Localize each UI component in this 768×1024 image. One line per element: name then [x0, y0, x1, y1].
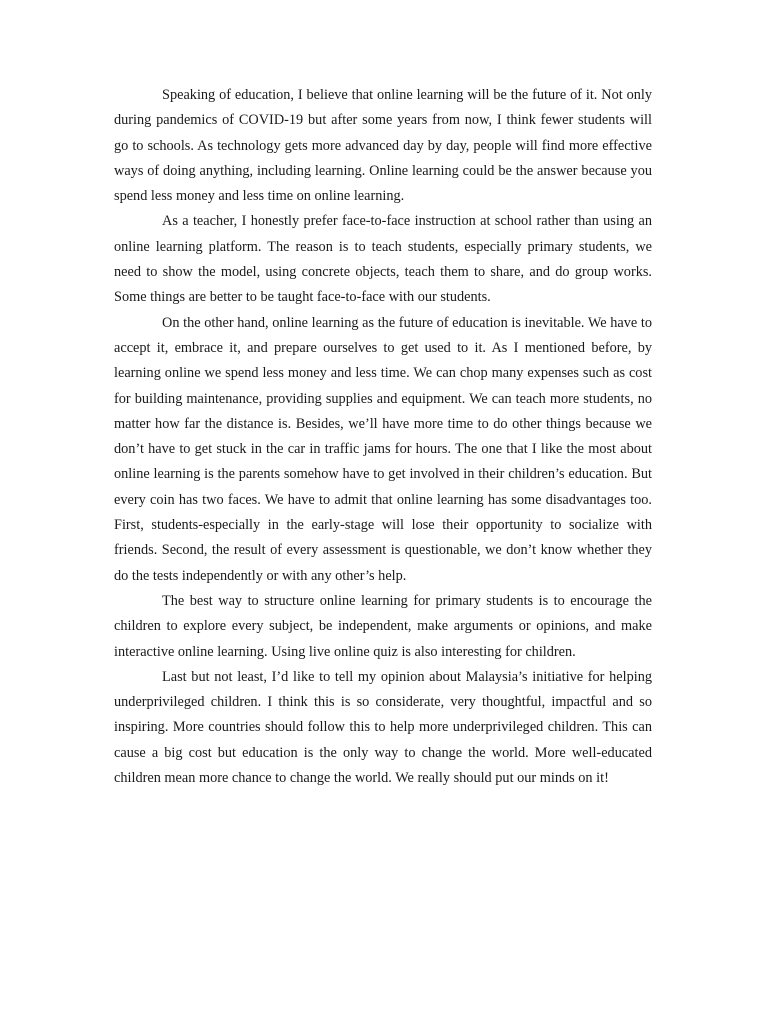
paragraph-teacher-view: As a teacher, I honestly prefer face-to-face instruction at school rather than using an online learning platform. The reason is to teach students, especially primary students, we need to show the model, using concrete objects, teach them to share, and do group works. Some things are better to be taught face-to-face with our students. [114, 213, 652, 306]
paragraph-other-hand: On the other hand, online learning as the future of education is inevitable. We have to accept it, embrace it, and prepare ourselves to get used to it. As I mentioned before, by learning online we spend less money and less time. We can chop many expenses such as cost for building maintenance, providing supplies and equipment. We can teach more students, no matter how far the distance is. Besides, we’ll have more time to do other things because we don’t have to get stuck in the car in traffic jams for hours. The one that I like the most about online learning is the parents somehow have to get involved in their children’s education. But every coin has two faces. We have to admit that online learning has some disadvantages too. First, students-especially in the early-stage will lose their opportunity to socialize with friends. Second, the result of every assessment is questionable, we don’t know whether they do the tests independently or with any other’s help. [114, 314, 652, 584]
paragraph-best-way: The best way to structure online learning for primary students is to encourage the children to explore every subject, be independent, make arguments or opinions, and make interactive online learning. Using live online quiz is also interesting for children. [114, 592, 652, 660]
paragraph-intro: Speaking of education, I believe that online learning will be the future of it. Not only during pandemics of COVID-19 but after some years from now, I think fewer students will go to schools. As technology gets more advanced day by day, people will find more effective ways of doing anything, including learning. Online learning could be the answer because you spend less money and less time on online learning. [114, 87, 652, 205]
document-page [114, 83, 652, 791]
paragraph-conclusion: Last but not least, I’d like to tell my opinion about Malaysia’s initiative for helping underprivileged children. I think this is so considerate, very thoughtful, impactful and so inspiring. More countries should follow this to help more underprivileged children. This can cause a big cost but education is the only way to change the world. More well-educated children mean more chance to change the world. We really should put our minds on it! [114, 668, 652, 787]
